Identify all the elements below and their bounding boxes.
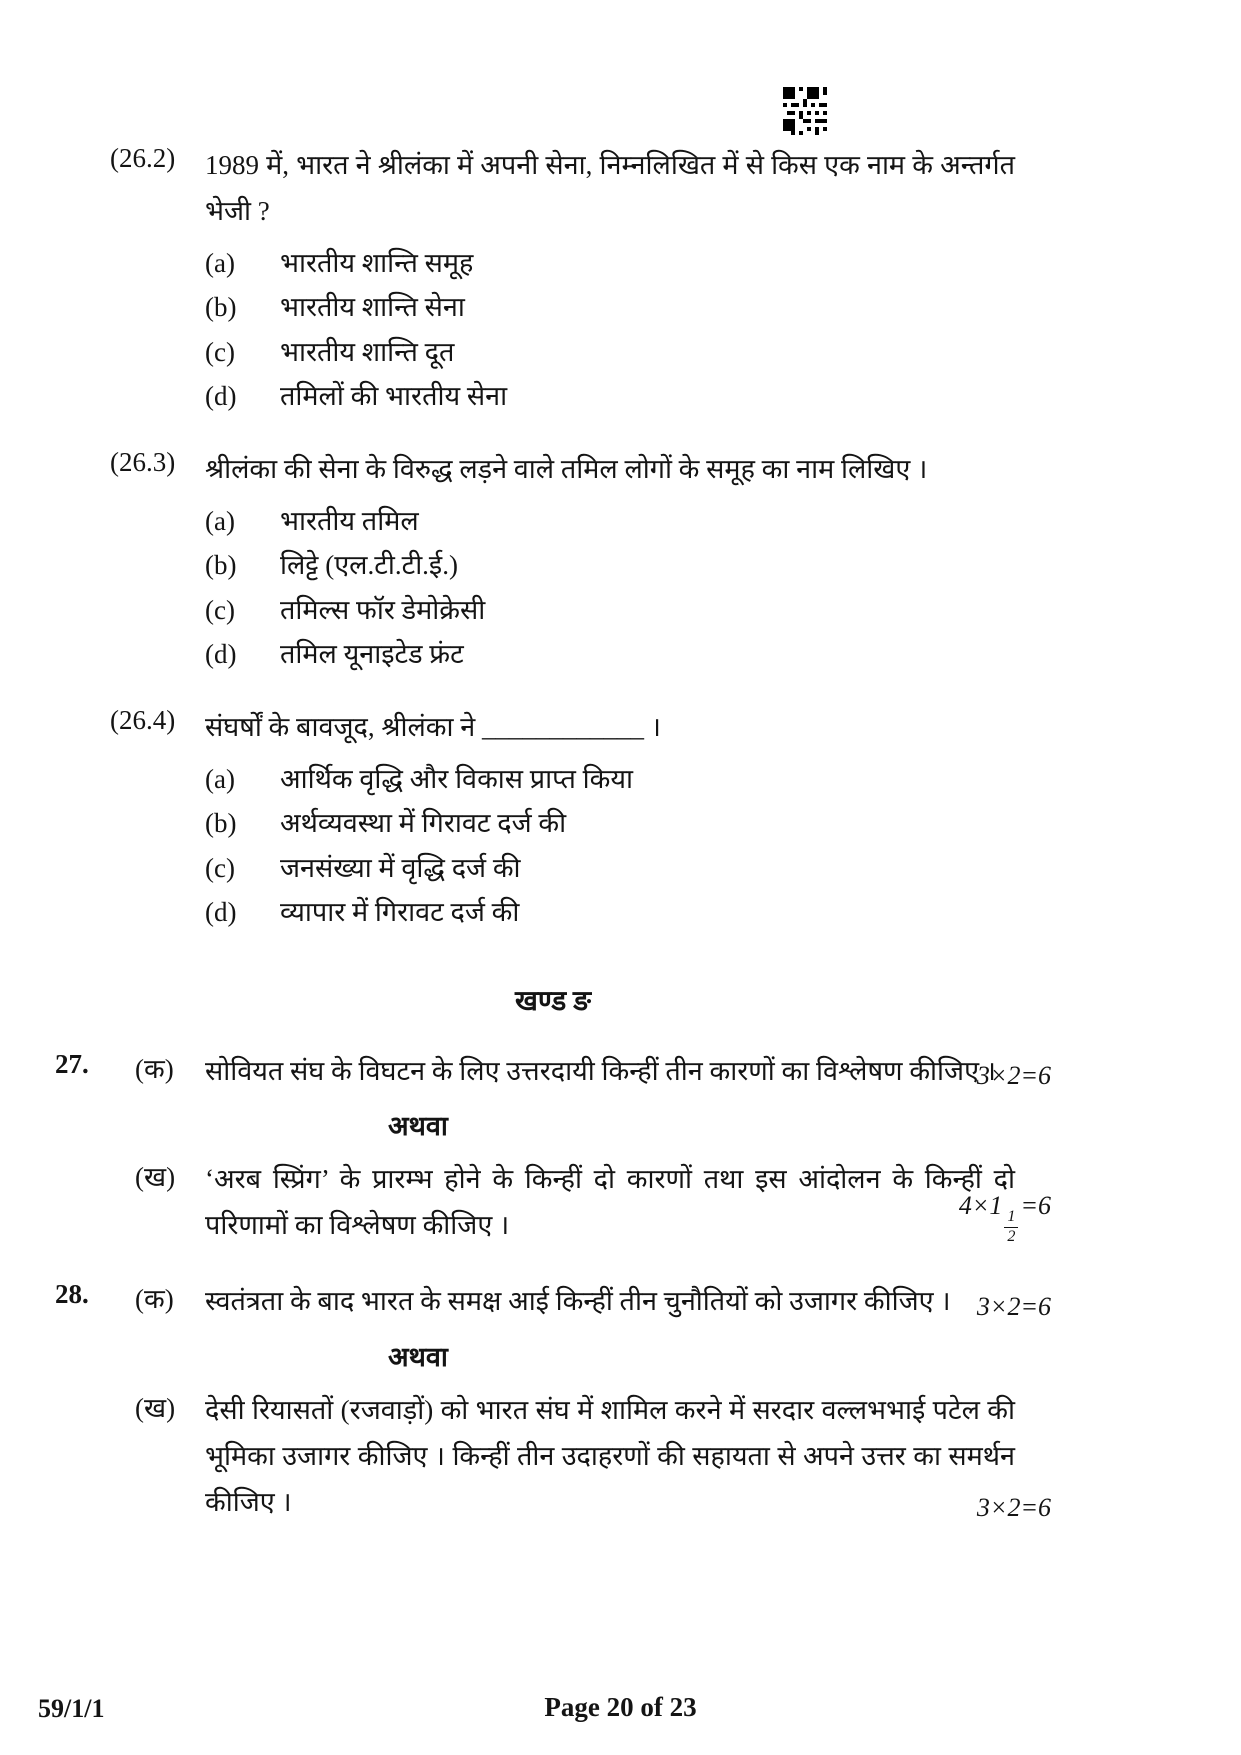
option-text: भारतीय शान्ति सेना <box>280 292 465 323</box>
option-label: (d) <box>205 381 237 412</box>
question-28 <box>55 1279 1051 1526</box>
question-number: 28. <box>55 1279 89 1310</box>
option-label: (b) <box>205 550 237 581</box>
option-text: तमिल यूनाइटेड फ्रंट <box>280 639 464 670</box>
question-26-2 <box>55 143 1051 417</box>
option-text: जनसंख्या में वृद्धि दर्ज की <box>280 852 521 883</box>
option-label: (c) <box>205 336 235 367</box>
marks-suffix: =6 <box>1020 1190 1051 1220</box>
options-list <box>205 759 1051 933</box>
qr-code <box>783 86 827 136</box>
question-28b <box>55 1388 1051 1526</box>
question-27 <box>55 1049 1051 1250</box>
option-c <box>205 590 1051 631</box>
question-text: 1989 में, भारत ने श्रीलंका में अपनी सेना, निम्नलिखित में से किस एक नाम के अन्तर्गत भेजी ? <box>205 150 1015 226</box>
option-a <box>205 501 1051 542</box>
marks-fraction: $\frac{1}{2}$ <box>1004 1208 1018 1246</box>
page-number: Page 20 of 23 <box>544 1692 697 1722</box>
option-text: आर्थिक वृद्धि और विकास प्राप्त किया <box>280 763 633 794</box>
option-label: (a) <box>205 247 235 278</box>
marks-value <box>959 1191 1051 1246</box>
subpart-label: (ख) <box>135 1393 176 1424</box>
question-28a <box>55 1279 1051 1325</box>
option-label: (a) <box>205 763 235 794</box>
marks-value: 3×2=6 <box>976 1492 1051 1522</box>
option-b <box>205 545 1051 586</box>
option-label: (a) <box>205 505 235 536</box>
option-label: (d) <box>205 639 237 670</box>
option-b <box>205 803 1051 844</box>
option-b <box>205 287 1051 328</box>
option-label: (b) <box>205 808 237 839</box>
option-text: भारतीय शान्ति दूत <box>280 336 455 367</box>
or-separator: अथवा <box>388 1342 448 1373</box>
option-text: तमिल्स फॉर डेमोक्रेसी <box>280 594 486 625</box>
option-label: (b) <box>205 292 237 323</box>
question-text: श्रीलंका की सेना के विरुद्ध लड़ने वाले तमिल लोगों के समूह का नाम लिखिए । <box>205 453 928 484</box>
section-e-heading: खण्ड ङ <box>514 985 592 1017</box>
option-text: भारतीय तमिल <box>280 505 419 536</box>
option-label: (c) <box>205 852 235 883</box>
option-a <box>205 759 1051 800</box>
question-27a <box>55 1049 1051 1095</box>
option-a <box>205 243 1051 284</box>
option-label: (d) <box>205 897 237 928</box>
subpart-label: (क) <box>135 1284 174 1315</box>
question-text: ‘अरब स्प्रिंग’ के प्रारम्भ होने के किन्हीं दो कारणों तथा इस आंदोलन के किन्हीं दो परिणामों का विश्लेषण कीजिए । <box>205 1164 1015 1241</box>
question-number: (26.3) <box>110 446 176 477</box>
subpart-label: (ख) <box>135 1162 176 1193</box>
option-c <box>205 332 1051 373</box>
marks-value: 3×2=6 <box>976 1061 1051 1091</box>
question-text: सोवियत संघ के विघटन के लिए उत्तरदायी किन्हीं तीन कारणों का विश्लेषण कीजिए । <box>205 1055 996 1086</box>
options-list <box>205 243 1051 417</box>
question-27b <box>55 1157 1051 1249</box>
option-c <box>205 848 1051 889</box>
option-d <box>205 376 1051 417</box>
question-number: 27. <box>55 1048 89 1079</box>
option-text: तमिलों की भारतीय सेना <box>280 381 508 412</box>
option-d <box>205 892 1051 933</box>
options-list <box>205 501 1051 675</box>
subpart-label: (क) <box>135 1053 174 1084</box>
question-26-3 <box>55 447 1051 675</box>
question-26-4 <box>55 705 1051 933</box>
option-text: भारतीय शान्ति समूह <box>280 247 474 278</box>
option-text: अर्थव्यवस्था में गिरावट दर्ज की <box>280 808 567 839</box>
option-label: (c) <box>205 594 235 625</box>
marks-prefix: 4×1 <box>958 1190 1003 1220</box>
question-number: (26.2) <box>110 143 176 173</box>
question-number: (26.4) <box>110 704 176 735</box>
question-text: संघर्षों के बावजूद, श्रीलंका ने ____________ । <box>205 711 661 742</box>
question-text: स्वतंत्रता के बाद भारत के समक्ष आई किन्हीं तीन चुनौतियों को उजागर कीजिए । <box>205 1286 951 1317</box>
option-text: लिट्टे (एल.टी.टी.ई.) <box>280 550 458 581</box>
paper-code: 59/1/1 <box>38 1694 105 1723</box>
marks-value: 3×2=6 <box>976 1292 1051 1322</box>
option-text: व्यापार में गिरावट दर्ज की <box>280 897 520 928</box>
option-d <box>205 634 1051 675</box>
question-text: देसी रियासतों (रजवाड़ों) को भारत संघ में शामिल करने में सरदार वल्लभभाई पटेल की भूमिका उजागर कीजिए । किन्हीं तीन उदाहरणों की सहायता से अपने उत्तर का समर्थन कीजिए । <box>205 1395 1015 1517</box>
or-separator: अथवा <box>388 1111 448 1142</box>
